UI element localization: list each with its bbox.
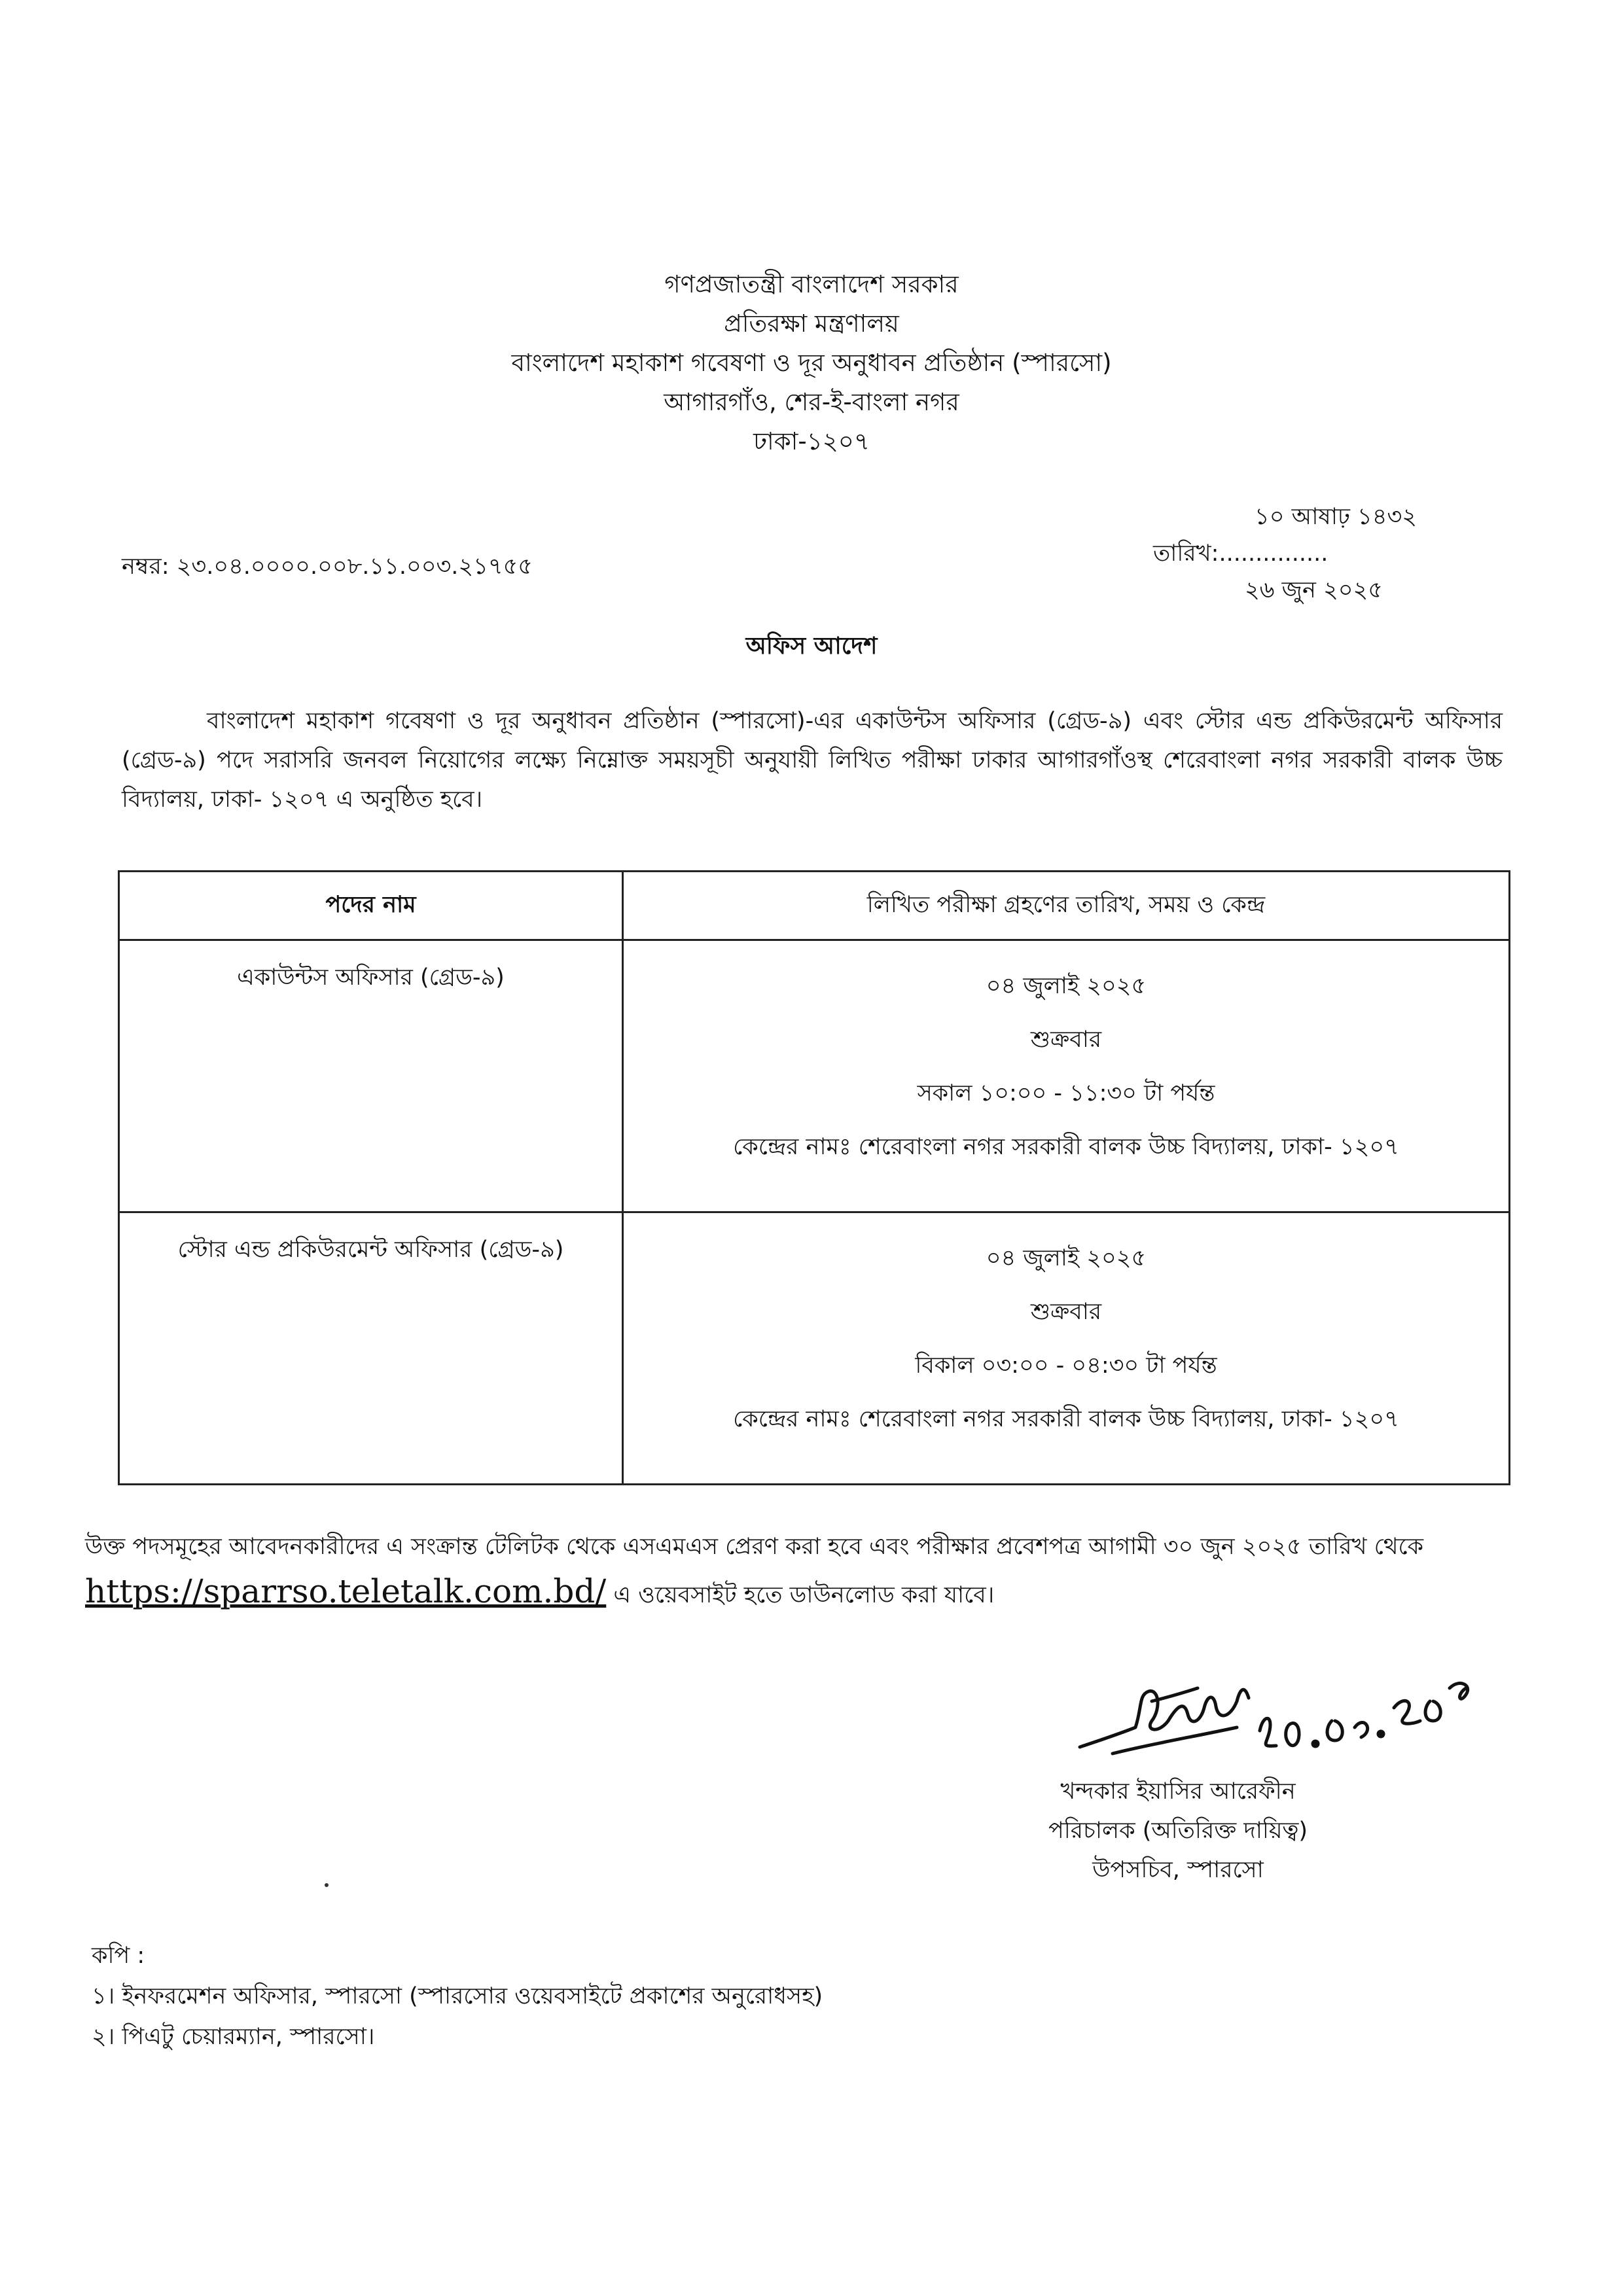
exam-schedule-table [118, 870, 1510, 1485]
date-label: তারিখ:............... [1153, 540, 1329, 567]
bengali-calendar-date: ১০ আষাঢ় ১৪৩২ [1255, 504, 1417, 530]
city-line: ঢাকা-১২০৭ [753, 427, 870, 455]
exam-time: সকাল ১০:০০ - ১১:৩০ টা পর্যন্ত [917, 1080, 1215, 1106]
closing-text-part2: এ ওয়েবসাইট হতে ডাউনলোড করা যাবে। [613, 1582, 995, 1608]
exam-date: ০৪ জুলাই ২০২৫ [986, 1245, 1147, 1271]
table-row [119, 1212, 1510, 1485]
signatory-title: পরিচালক (অতিরিক্ত দায়িত্ব) [1048, 1818, 1308, 1844]
exam-date: ০৪ জুলাই ২০২৫ [986, 973, 1147, 999]
column-header-post: পদের নাম [119, 872, 623, 940]
address-line: আগারগাঁও, শের-ই-বাংলা নগর [664, 388, 959, 416]
handwritten-signature [1073, 1623, 1479, 1780]
admit-card-website-link[interactable]: https://sparrso.teletalk.com.bd/ [85, 1572, 607, 1610]
post-name-cell: স্টোর এন্ড প্রকিউরমেন্ট অফিসার (গ্রেড-৯) [119, 1212, 623, 1485]
closing-paragraph [85, 1525, 1525, 1617]
exam-time: বিকাল ০৩:০০ - ০৪:৩০ টা পর্যন্ত [915, 1352, 1217, 1379]
schedule-cell [623, 1212, 1510, 1485]
signatory-designation: উপসচিব, স্পারসো [1092, 1857, 1264, 1883]
list-item: ১। ইনফরমেশন অফিসার, স্পারসো (স্পারসোর ওয়েবসাইটে প্রকাশের অনুরোধসহ) [92, 1983, 823, 2009]
exam-day: শুক্রবার [1030, 1027, 1102, 1053]
exam-center: কেন্দ্রের নামঃ শেরেবাংলা নগর সরকারী বালক উচ্চ বিদ্যালয়, ঢাকা- ১২০৭ [733, 1406, 1399, 1432]
organization-name: বাংলাদেশ মহাকাশ গবেষণা ও দূর অনুধাবন প্রতিষ্ঠান (স্পারসো) [511, 349, 1112, 377]
post-name-cell: একাউন্টস অফিসার (গ্রেড-৯) [119, 940, 623, 1212]
gregorian-date: ২৬ জুন ২০২৫ [1245, 577, 1383, 603]
ministry-name: প্রতিরক্ষা মন্ত্রণালয় [724, 309, 899, 338]
table-row [119, 940, 1510, 1212]
table-header-row [119, 872, 1510, 940]
signatory-block [982, 1772, 1374, 1890]
exam-center: কেন্দ্রের নামঃ শেরেবাংলা নগর সরকারী বালক উচ্চ বিদ্যালয়, ঢাকা- ১২০৭ [733, 1134, 1399, 1160]
copy-distribution-list [92, 1935, 823, 2057]
exam-day: শুক্রবার [1030, 1299, 1102, 1325]
ink-dot [325, 1883, 329, 1887]
copies-label: কপি : [92, 1943, 145, 1969]
govt-name: গণপ্রজাতন্ত্রী বাংলাদেশ সরকার [664, 270, 959, 298]
letterhead [0, 265, 1623, 461]
column-header-schedule: লিখিত পরীক্ষা গ্রহণের তারিখ, সময় ও কেন্দ্র [623, 872, 1510, 940]
schedule-cell [623, 940, 1510, 1212]
body-paragraph: বাংলাদেশ মহাকাশ গবেষণা ও দূর অনুধাবন প্রতিষ্ঠান (স্পারসো)-এর একাউন্টস অফিসার (গ্রেড-৯) এবং স্টোর এন্ড প্রকিউরমেন্ট অফিসার (গ্রেড-৯) পদে সরাসরি জনবল নিয়োগের লক্ষ্যে নিম্নোক্ত সময়সূচী অনুযায়ী লিখিত পরীক্ষা ঢাকার আগারগাঁওস্থ শেরেবাংলা নগর সরকারী বালক উচ্চ বিদ্যালয়, ঢাকা- ১২০৭ এ অনুষ্ঠিত হবে। [122, 708, 1503, 813]
list-item: ২। পিএটু চেয়ারম্যান, স্পারসো। [92, 2024, 375, 2050]
signatory-name: খন্দকার ইয়াসির আরেফীন [1060, 1778, 1296, 1805]
document-subject: অফিস আদেশ [745, 633, 878, 660]
memo-number: নম্বর: ২৩.০৪.০০০০.০০৮.১১.০০৩.২১৭৫৫ [122, 554, 533, 580]
closing-text-part1: উক্ত পদসমূহের আবেদনকারীদের এ সংক্রান্ত টেলিটক থেকে এসএমএস প্রেরণ করা হবে এবং পরীক্ষার প্রবেশপত্র আগামী ৩০ জুন ২০২৫ তারিখ থেকে [85, 1534, 1424, 1560]
date-block [1153, 499, 1520, 609]
